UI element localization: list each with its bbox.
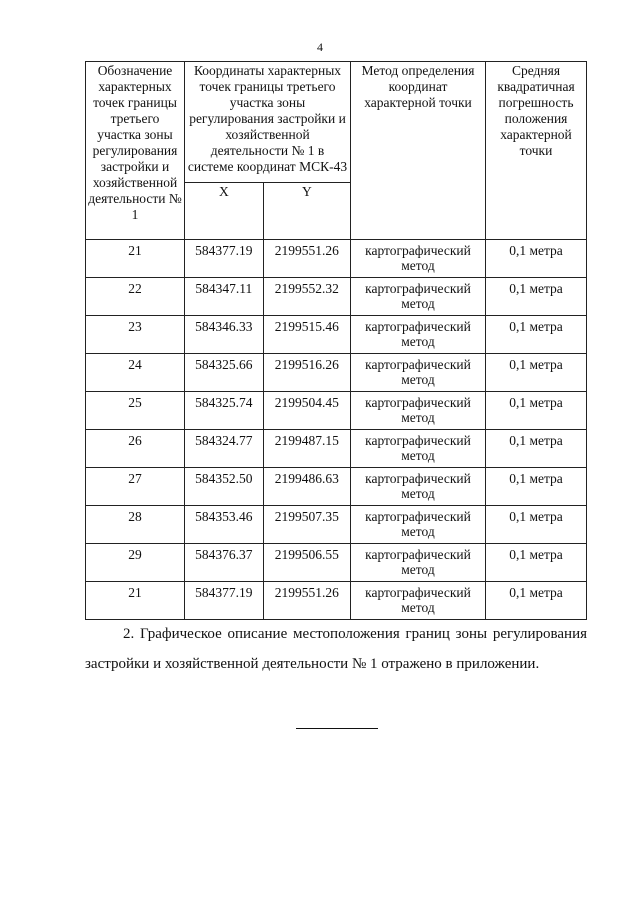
cell-method: картографический метод: [351, 430, 486, 468]
cell-x: 584377.19: [185, 582, 264, 620]
cell-y: 2199507.35: [263, 506, 350, 544]
cell-error: 0,1 метра: [486, 240, 587, 278]
table-row: [86, 544, 587, 582]
cell-y: 2199486.63: [263, 468, 350, 506]
cell-point: 25: [86, 392, 185, 430]
header-error: Средняя квадратичная погрешность положения характерной точки: [486, 62, 587, 240]
cell-point: 22: [86, 278, 185, 316]
table-header-row: [86, 62, 587, 183]
cell-method: картографический метод: [351, 544, 486, 582]
cell-x: 584324.77: [185, 430, 264, 468]
header-point-designation: Обозначение характерных точек границы третьего участка зоны регулирования застройки и хозяйственной деятельности № 1: [86, 62, 185, 240]
cell-error: 0,1 метра: [486, 544, 587, 582]
cell-error: 0,1 метра: [486, 582, 587, 620]
cell-x: 584377.19: [185, 240, 264, 278]
cell-point: 27: [86, 468, 185, 506]
header-coordinates: Координаты характерных точек границы третьего участка зоны регулирования застройки и хозяйственной деятельности № 1 в системе координат МСК-43: [185, 62, 351, 183]
table-row: [86, 582, 587, 620]
cell-point: 29: [86, 544, 185, 582]
header-y: Y: [263, 183, 350, 240]
cell-point: 24: [86, 354, 185, 392]
cell-x: 584325.66: [185, 354, 264, 392]
coordinates-table: [85, 61, 587, 620]
cell-error: 0,1 метра: [486, 278, 587, 316]
cell-x: 584376.37: [185, 544, 264, 582]
cell-y: 2199516.26: [263, 354, 350, 392]
cell-error: 0,1 метра: [486, 430, 587, 468]
table-row: [86, 278, 587, 316]
table-row: [86, 316, 587, 354]
page-number: 4: [317, 40, 323, 54]
body-paragraph: 2. Графическое описание местоположения границ зоны регулирования застройки и хозяйственной деятельности № 1 отражено в приложении.: [85, 626, 587, 672]
header-method: Метод определения координат характерной точки: [351, 62, 486, 240]
cell-method: картографический метод: [351, 354, 486, 392]
cell-point: 21: [86, 582, 185, 620]
cell-error: 0,1 метра: [486, 468, 587, 506]
cell-point: 28: [86, 506, 185, 544]
cell-x: 584325.74: [185, 392, 264, 430]
cell-error: 0,1 метра: [486, 316, 587, 354]
closing-divider: [296, 728, 378, 729]
cell-point: 23: [86, 316, 185, 354]
cell-method: картографический метод: [351, 392, 486, 430]
cell-point: 26: [86, 430, 185, 468]
cell-method: картографический метод: [351, 582, 486, 620]
table-row: [86, 468, 587, 506]
cell-x: 584346.33: [185, 316, 264, 354]
table-row: [86, 354, 587, 392]
cell-y: 2199551.26: [263, 240, 350, 278]
cell-method: картографический метод: [351, 506, 486, 544]
cell-y: 2199515.46: [263, 316, 350, 354]
cell-y: 2199487.15: [263, 430, 350, 468]
cell-error: 0,1 метра: [486, 506, 587, 544]
cell-point: 21: [86, 240, 185, 278]
cell-method: картографический метод: [351, 316, 486, 354]
table-row: [86, 392, 587, 430]
cell-x: 584353.46: [185, 506, 264, 544]
cell-method: картографический метод: [351, 278, 486, 316]
table-row: [86, 506, 587, 544]
cell-x: 584347.11: [185, 278, 264, 316]
table-row: [86, 430, 587, 468]
cell-error: 0,1 метра: [486, 392, 587, 430]
cell-y: 2199552.32: [263, 278, 350, 316]
cell-y: 2199506.55: [263, 544, 350, 582]
cell-error: 0,1 метра: [486, 354, 587, 392]
header-x: X: [185, 183, 264, 240]
cell-y: 2199551.26: [263, 582, 350, 620]
cell-method: картографический метод: [351, 468, 486, 506]
cell-x: 584352.50: [185, 468, 264, 506]
table-row: [86, 240, 587, 278]
cell-y: 2199504.45: [263, 392, 350, 430]
cell-method: картографический метод: [351, 240, 486, 278]
